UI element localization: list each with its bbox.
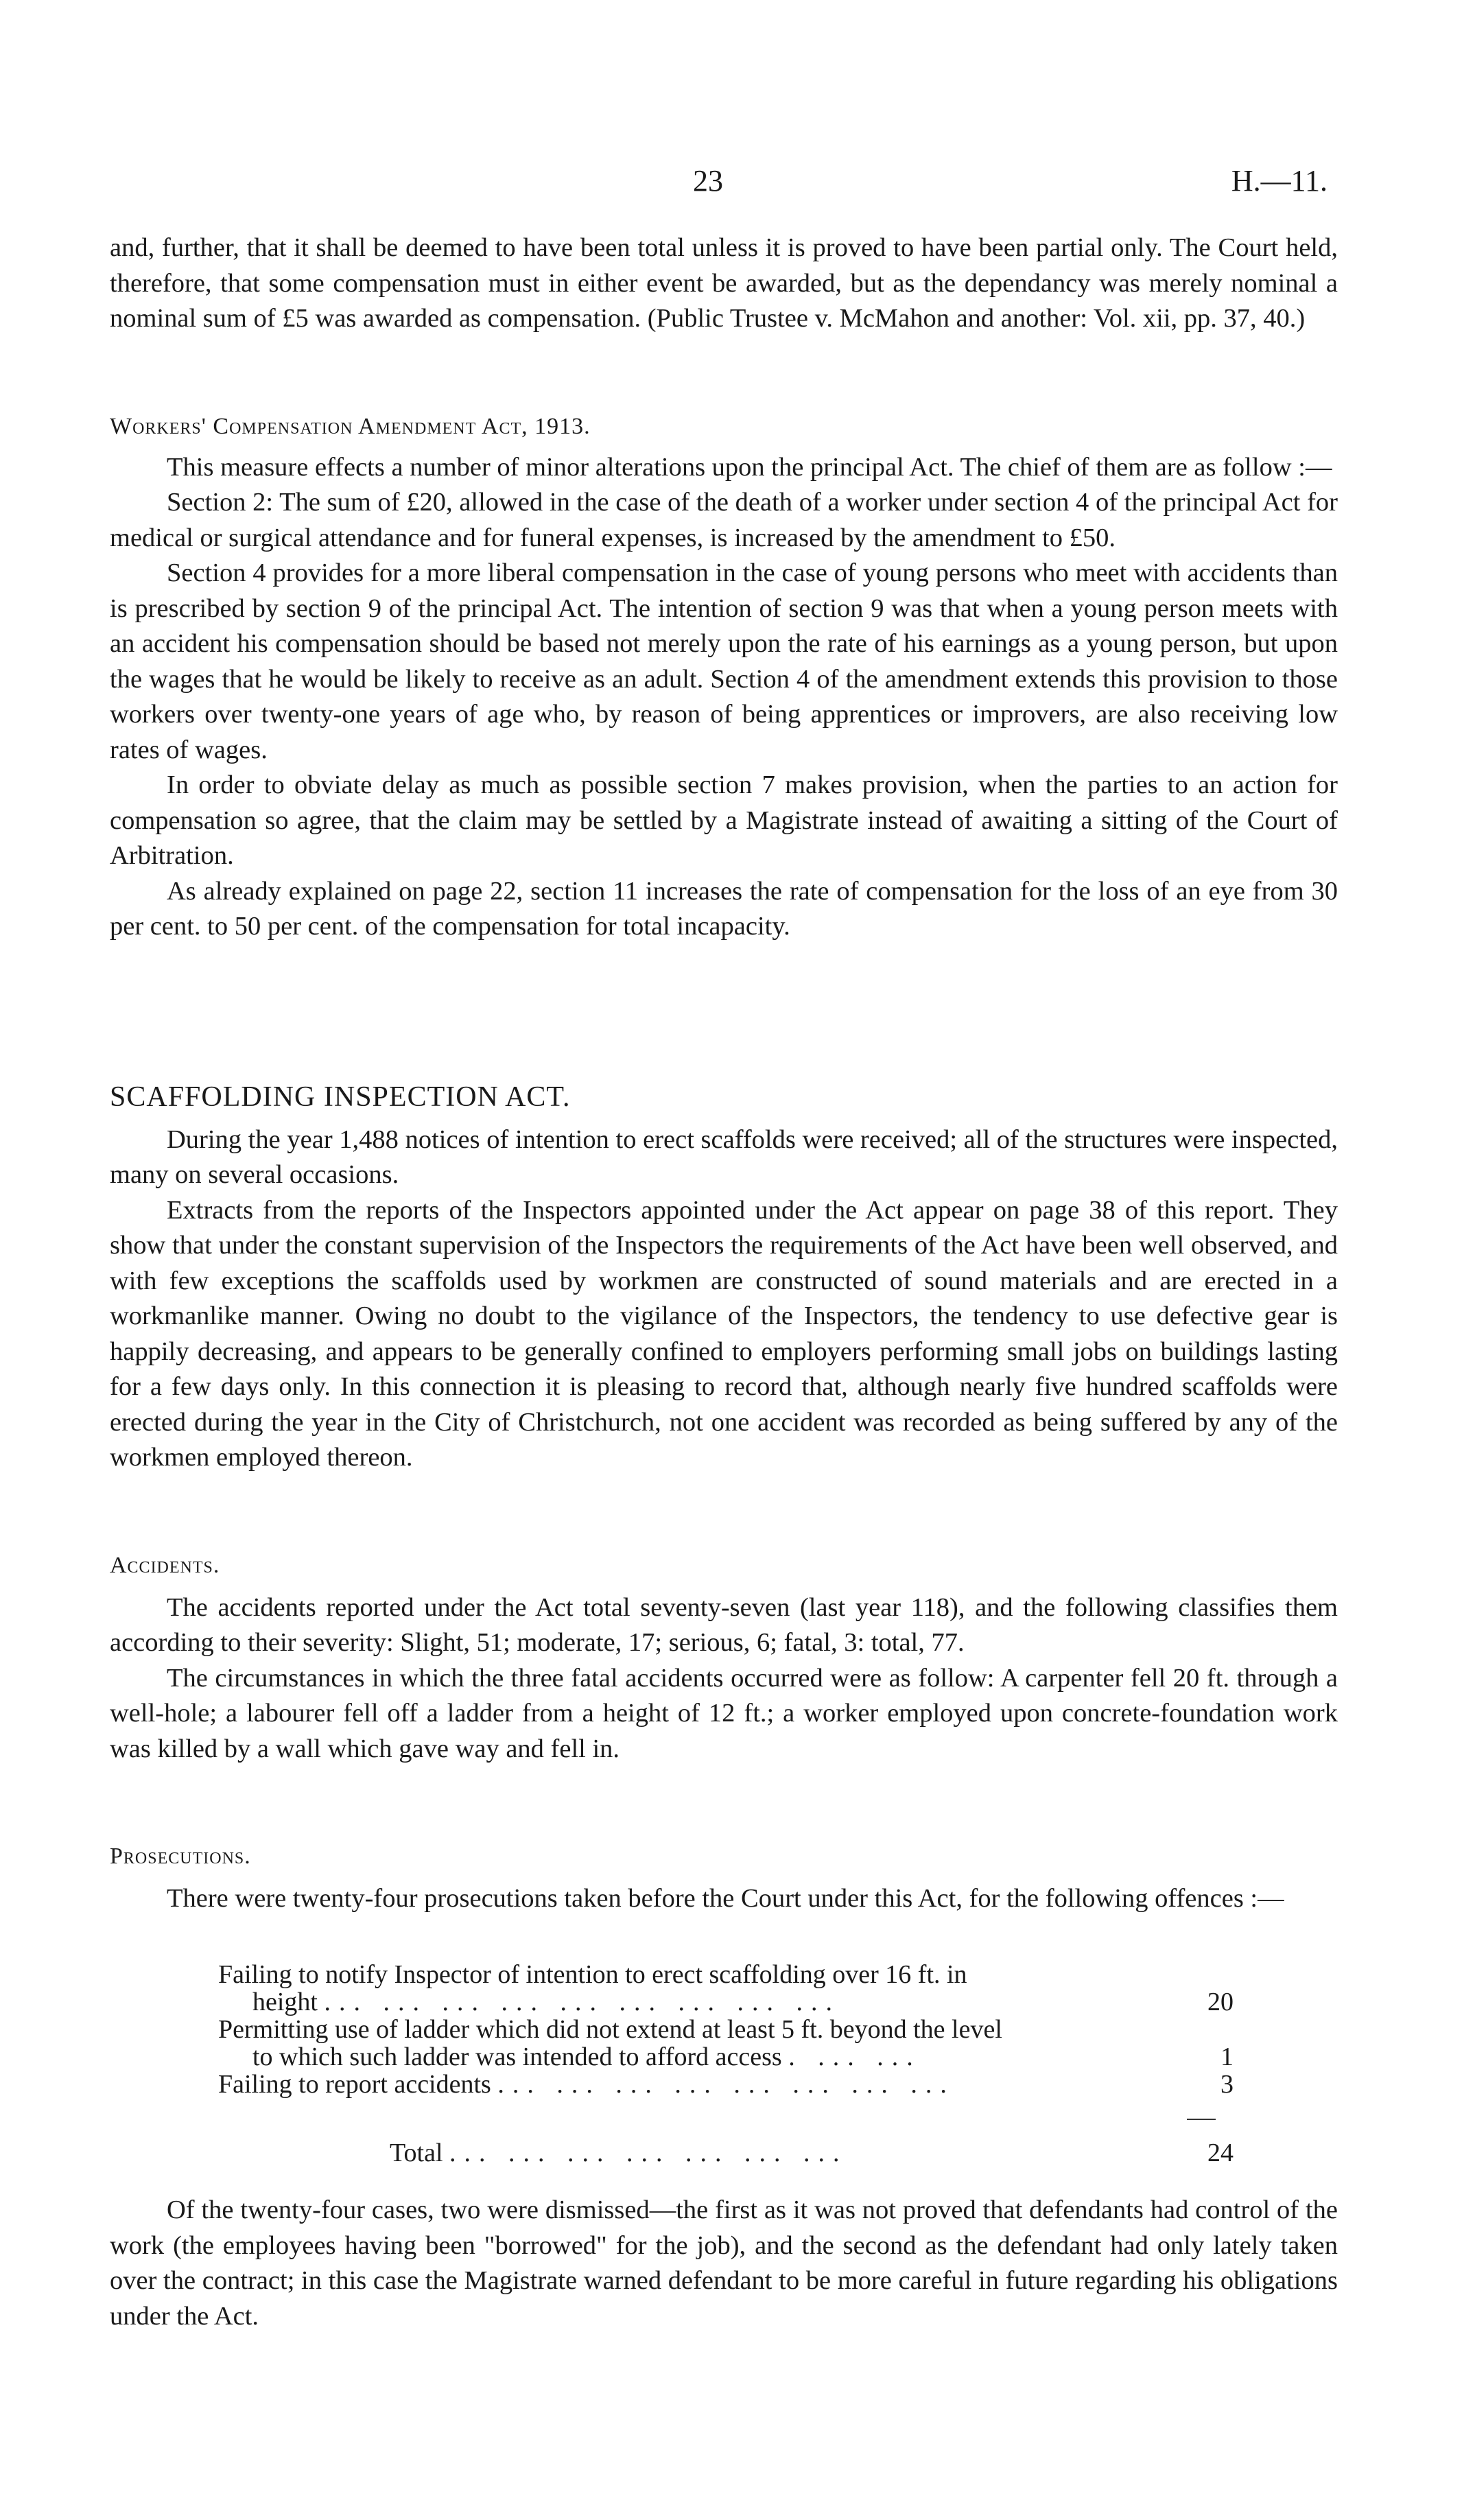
- offences-table: [218, 1961, 1247, 2098]
- workers-amendment-heading: Workers' Compensation Amendment Act, 1913.: [110, 414, 591, 439]
- document-reference: H.—11.: [1231, 164, 1328, 198]
- prosecutions-intro: There were twenty-four prosecutions taken before the Court under this Act, for the following offences :—: [167, 1883, 1284, 1913]
- offence-count: 20: [1207, 1988, 1234, 2016]
- accidents-paragraph: The circumstances in which the three fatal accidents occurred were as follow: A carpenter fell 20 ft. through a well-hole; a labourer fell off a ladder from a height of 12 ft.; a worker employed upon concrete-foundation work was killed by a wall which gave way and fell in.: [110, 1663, 1338, 1763]
- workers-amendment-section: [110, 409, 1338, 945]
- offence-text-cont: height ... ... ... ... ... ... ... ... ...: [252, 1988, 840, 2016]
- intro-section: [110, 231, 1338, 337]
- accidents-section: [110, 1548, 1338, 1767]
- total-label-line: Total ... ... ... ... ... ... ...: [390, 2139, 848, 2167]
- accidents-paragraph: The accidents reported under the Act total seventy-seven (last year 118), and the following classifies them according to their severity: Slight, 51; moderate, 17; serious, 6; fatal, 3: total, 77.: [110, 1592, 1338, 1657]
- offence-row: [218, 1961, 1247, 2016]
- offence-row: [218, 2071, 1247, 2098]
- amendment-paragraph: Section 4 provides for a more liberal compensation in the case of young persons who meet with accidents than is prescribed by section 9 of the principal Act. The intention of section 9 was that when a young person meets with an accident his compensation should be based not merely upon the rate of his earnings as a young person, but upon the wages that he would be likely to receive as an adult. Section 4 of the amendment extends this provision to those workers over twenty-one years of age who, by reason of being apprentices or improvers, are also receiving low rates of wages.: [110, 558, 1338, 764]
- scaffolding-section: [110, 1080, 1338, 1476]
- offence-count: 3: [1220, 2070, 1234, 2099]
- total-row: [218, 2139, 1247, 2167]
- prosecutions-section: [110, 1839, 1338, 1916]
- offence-text-cont: to which such ladder was intended to afford access . ... ...: [252, 2042, 921, 2071]
- offence-row: [218, 2016, 1247, 2071]
- offence-text: Failing to notify Inspector of intention to erect scaffolding over 16 ft. in: [218, 1960, 967, 1989]
- amendment-paragraph: In order to obviate delay as much as possible section 7 makes provision, when the parties to an action for compensation so agree, that the claim may be settled by a Magistrate instead of awaiting a sitting of the Court of Arbitration.: [110, 770, 1338, 870]
- page-number: 23: [693, 164, 723, 198]
- prosecutions-heading: Prosecutions.: [110, 1844, 251, 1869]
- offence-text: Failing to report accidents ... ... ... ... ... ... ... ...: [218, 2070, 955, 2099]
- offence-count: 1: [1220, 2042, 1234, 2071]
- offence-text: Permitting use of ladder which did not extend at least 5 ft. beyond the level: [218, 2015, 1002, 2044]
- intro-paragraph: and, further, that it shall be deemed to have been total unless it is proved to have been partial only. The Court held, therefore, that some compensation must in either event be awarded, but as the dependancy was merely nominal a nominal sum of £5 was awarded as compensation. (Public Trustee v. McMahon and another: Vol. xii, pp. 37, 40.): [110, 233, 1338, 333]
- scaffolding-paragraph: During the year 1,488 notices of intention to erect scaffolds were received; all of the structures were inspected, many on several occasions.: [110, 1124, 1338, 1189]
- accidents-heading: Accidents.: [110, 1553, 220, 1578]
- total-value: 24: [1207, 2139, 1234, 2167]
- scaffolding-heading: SCAFFOLDING INSPECTION ACT.: [110, 1081, 571, 1113]
- total-rule: [1187, 2119, 1216, 2120]
- amendment-paragraph: Section 2: The sum of £20, allowed in the case of the death of a worker under section 4 of the principal Act for medical or surgical attendance and for funeral expenses, is increased by the amendment to £50.: [110, 488, 1338, 552]
- prosecutions-closing-section: [110, 2193, 1338, 2334]
- scaffolding-paragraph: Extracts from the reports of the Inspectors appointed under the Act appear on page 38 of this report. They show that under the constant supervision of the Inspectors the requirements of the Act have been well observed, and with few exceptions the scaffolds used by workmen are constructed of sound materials and are erected in a workmanlike manner. Owing no doubt to the vigilance of the Inspectors, the tendency to use defective gear is happily decreasing, and appears to be generally confined to employers performing small jobs on buildings lasting for a few days only. In this connection it is pleasing to record that, although nearly five hundred scaffolds were erected during the year in the City of Christchurch, not one accident was recorded as being suffered by any of the workmen employed thereon.: [110, 1195, 1338, 1472]
- amendment-paragraph: This measure effects a number of minor alterations upon the principal Act. The chief of them are as follow :—: [167, 452, 1332, 482]
- offences-total: [218, 2139, 1247, 2167]
- amendment-paragraph: As already explained on page 22, section 11 increases the rate of compensation for the loss of an eye from 30 per cent. to 50 per cent. of the compensation for total incapacity.: [110, 876, 1338, 941]
- prosecutions-closing: Of the twenty-four cases, two were dismissed—the first as it was not proved that defendants had control of the work (the employees having been "borrowed" for the job), and the second as the defendant had only lately taken over the contract; in this case the Magistrate warned defendant to be more careful in future regarding his obligations under the Act.: [110, 2195, 1338, 2331]
